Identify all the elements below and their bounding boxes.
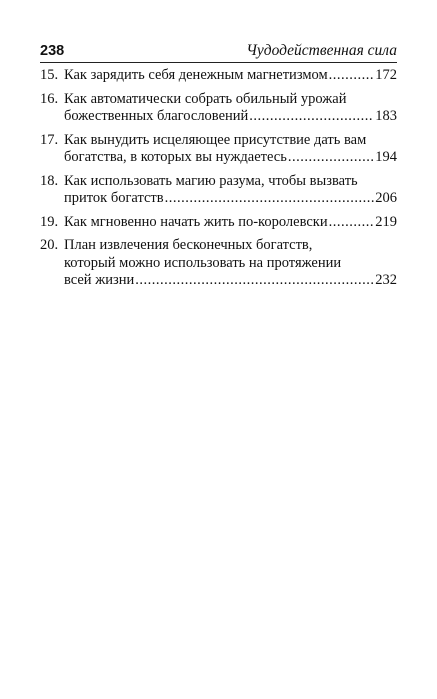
toc-entry-title: Как мгновенно начать жить по-королевски bbox=[64, 213, 328, 230]
leader-dots bbox=[288, 149, 374, 167]
toc-entry-number: 18. bbox=[40, 172, 59, 189]
toc-entry-page: 183 bbox=[375, 108, 397, 124]
toc-entry-page: 206 bbox=[375, 190, 397, 206]
toc-entry-number: 16. bbox=[40, 90, 59, 107]
toc-entry-page: 194 bbox=[375, 149, 397, 165]
toc-entry-title: Как автоматически собрать обильный урожай bbox=[64, 90, 347, 107]
toc-entry-19[interactable] bbox=[40, 214, 397, 232]
table-of-contents bbox=[40, 67, 397, 292]
toc-entry-title-cont: который можно использовать на протяжении bbox=[64, 254, 342, 271]
toc-entry-15[interactable] bbox=[40, 67, 397, 85]
running-title: Чудодейственная сила bbox=[246, 42, 397, 59]
toc-entry-page: 219 bbox=[375, 213, 397, 230]
leader-dots bbox=[249, 108, 374, 126]
toc-entry-number: 20. bbox=[40, 237, 59, 253]
toc-entry-17[interactable] bbox=[40, 132, 397, 167]
toc-entry-20[interactable] bbox=[40, 237, 397, 290]
leader-dots bbox=[135, 272, 374, 290]
toc-entry-title: План извлечения бесконечных богатств, bbox=[64, 237, 313, 253]
toc-entry-16[interactable] bbox=[40, 91, 397, 126]
toc-entry-page: 172 bbox=[375, 67, 397, 83]
page-header bbox=[40, 42, 397, 62]
toc-entry-title-cont: богатства, в которых вы нуждаетесь bbox=[64, 149, 287, 165]
leader-dots bbox=[165, 190, 375, 208]
leader-dots bbox=[329, 67, 375, 85]
page-number: 238 bbox=[40, 43, 65, 59]
toc-entry-page: 232 bbox=[375, 272, 397, 288]
toc-entry-number: 19. bbox=[40, 213, 59, 230]
toc-entry-title-cont: всей жизни bbox=[64, 272, 135, 288]
leader-dots bbox=[329, 214, 375, 232]
toc-entry-18[interactable] bbox=[40, 173, 397, 208]
header-rule bbox=[40, 62, 397, 63]
toc-entry-title-cont: приток богатств bbox=[64, 190, 164, 206]
toc-entry-title: Как вынудить исцеляющее присутствие дать вам bbox=[64, 131, 367, 148]
toc-entry-title-cont: божественных благословений bbox=[64, 108, 249, 124]
toc-entry-number: 17. bbox=[40, 131, 59, 148]
toc-entry-number: 15. bbox=[40, 67, 59, 83]
toc-entry-title: Как зарядить себя денежным магнетизмом bbox=[64, 67, 328, 83]
toc-entry-title: Как использовать магию разума, чтобы вызвать bbox=[64, 172, 358, 189]
